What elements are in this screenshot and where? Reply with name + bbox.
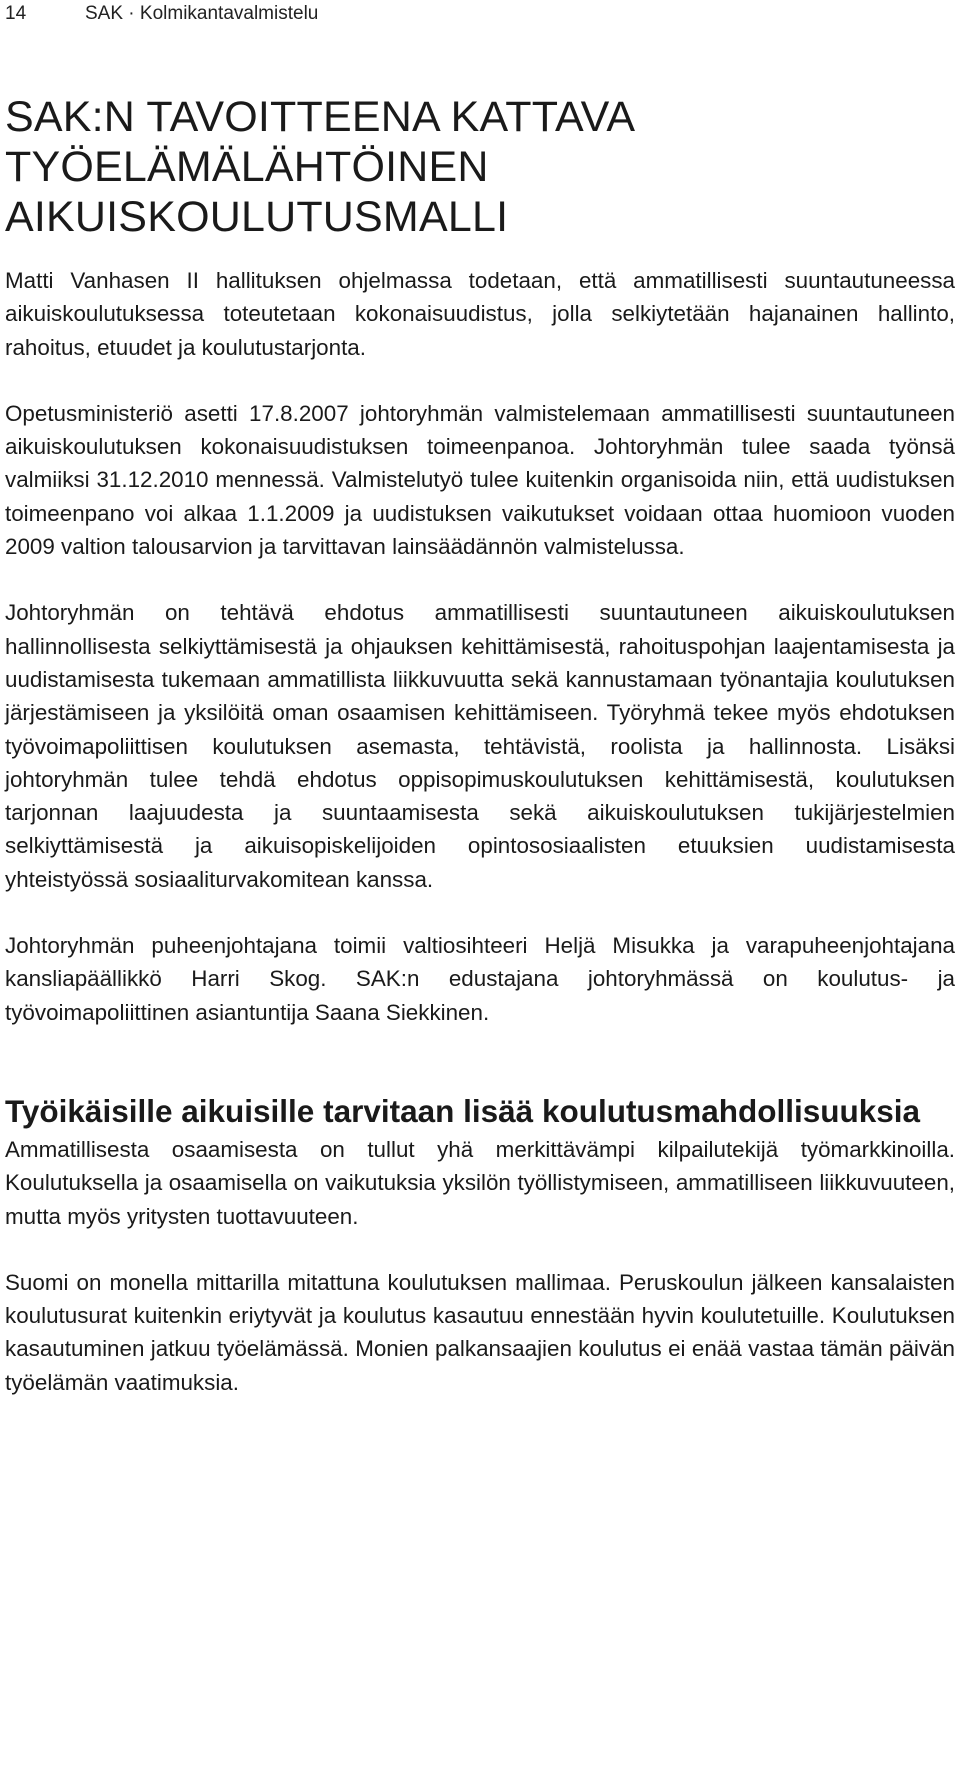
page-header [5,0,318,28]
paragraph-tasks: Johtoryhmän on tehtävä ehdotus ammatillisesti suuntautuneen aikuiskoulutuksen hallinnollisesta selkiyttämisestä ja ohjauksen kehittämisestä, rahoituspohjan laajentamisesta ja uudistamisesta tukemaan ammatillista liikkuvuutta sekä kannustamaan työnantajia koulutuksen järjestämiseen ja yksilöitä oman osaamisen kehittämiseen. Työryhmä tekee myös ehdotuksen työvoimapoliittisen koulutuksen asemasta, tehtävistä, roolista ja hallinnosta. Lisäksi johtoryhmän tulee tehdä ehdotus oppisopimuskoulutuksen kehittämisestä, koulutuksen tarjonnan laajuudesta ja suuntaamisesta sekä aikuiskoulutuksen tukijärjestelmien selkiyttämisestä ja aikuisopiskelijoiden opintososiaalisten etuuksien uudistamisesta yhteistyössä sosiaaliturvakomitean kanssa. [5,600,955,892]
running-title: SAK · Kolmikantavalmistelu [85,3,319,24]
paragraph-ministry: Opetusministeriö asetti 17.8.2007 johtoryhmän valmistelemaan ammatillisesti suuntautuneen aikuiskoulutuksen kokonaisuudistuksen toimeenpanoa. Johtoryhmän tulee saada työnsä valmiiksi 31.12.2010 mennessä. Valmistelutyö tulee kuitenkin organisoida niin, että uudistuksen toimeenpano voi alkaa 1.1.2009 ja uudistuksen vaikutukset voidaan ottaa huomioon vuoden 2009 valtion talousarvion ja tarvittavan lainsäädännön valmistelussa. [5,400,955,560]
section-subheading: Työikäisille aikuisille tarvitaan lisää koulutusmahdollisuuksia [5,1092,921,1129]
paragraph-finland: Suomi on monella mittarilla mitattuna koulutuksen mallimaa. Peruskoulun jälkeen kansalaisten koulutusurat kuitenkin eriytyvät ja koulutus kasautuu ennestään hyvin koulutetuille. Koulutuksen kasautuminen jatkuu työelämässä. Monien palkansaajien koulutus ei enää vastaa tämän päivän työelämän vaatimuksia. [5,1269,955,1395]
paragraph-intro: Matti Vanhasen II hallituksen ohjelmassa todetaan, että ammatillisesti suuntautuneessa aikuiskoulutuksessa toteutetaan kokonaisuudistus, jolla selkiytetään hajanainen hallinto, rahoitus, etuudet ja koulutustarjonta. [5,268,955,360]
main-title: SAK:N TAVOITTEENA KATTAVA TYÖELÄMÄLÄHTÖINEN AIKUISKOULUTUSMALLI [5,93,633,241]
page-content [5,92,955,1399]
page-number: 14 [5,3,27,24]
paragraph-chair: Johtoryhmän puheenjohtajana toimii valtiosihteeri Heljä Misukka ja varapuheenjohtajana kansliapäällikkö Harri Skog. SAK:n edustajana johtoryhmässä on koulutus- ja työvoimapoliittinen asiantuntija Saana Siekkinen. [5,933,955,1025]
paragraph-competence: Ammatillisesta osaamisesta on tullut yhä merkittävämpi kilpailutekijä työmarkkinoilla. Koulutuksella ja osaamisella on vaikutuksia yksilön työllistymiseen, ammatilliseen liikkuvuuteen, mutta myös yritysten tuottavuuteen. [5,1136,955,1229]
